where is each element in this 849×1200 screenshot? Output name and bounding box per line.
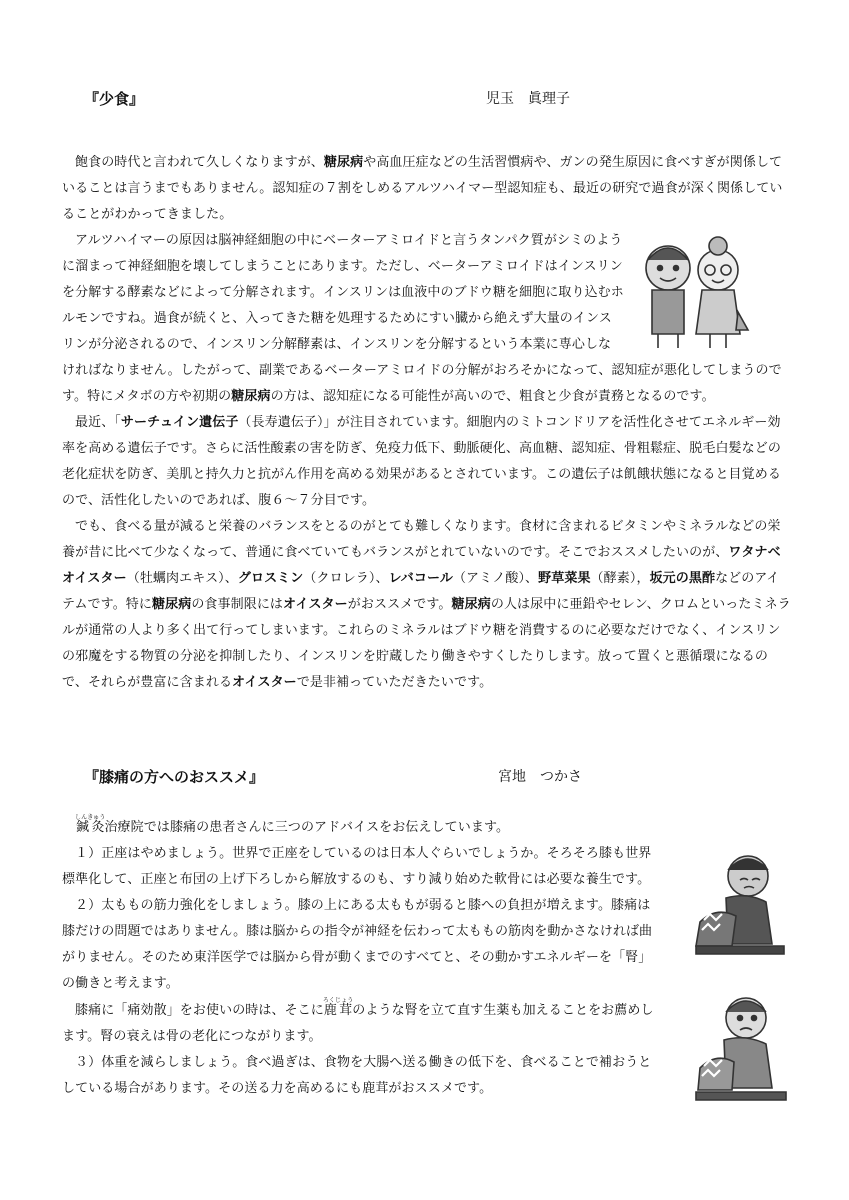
article-title: 『少食』 <box>84 90 145 108</box>
paragraph-1: 飽食の時代と言われて久しくなりますが、糖尿病や高血圧症などの生活習慣病や、ガンの発生原因に食べすぎが関係していることは言うまでもありません。認知症の７割をしめるアルツハイマー型認知症も、最近の研究で過食が深く関係していることがわかってきました。 <box>62 155 783 222</box>
article-header <box>62 88 792 118</box>
paragraph-2-wrap <box>62 228 792 410</box>
elderly-couple-illustration <box>634 232 754 354</box>
knee-pain-man-illustration <box>692 992 792 1108</box>
article-header <box>62 766 792 796</box>
paragraph-4: 膝痛に「痛効散」をお使いの時は、そこに鹿茸ろくじょうのような腎を立て直す生薬も加えることをお薦めします。腎の衰えは骨の老化につながります。 <box>62 997 654 1044</box>
paragraph-4: でも、食べる量が減ると栄養のバランスをとるのがとても難しくなります。食材に含まれるビタミンやミネラルなどの栄養が昔に比べて少なくなって、普通に食べていてもバランスがとれていないのです。そこでおススメしたいのが、ワタナベオイスター（牡蠣肉エキス）、グロスミン（クロレラ）、レバコール（アミノ酸）、野草菜果（酵素），坂元の黒酢などのアイテムです。特に糖尿病の食事制限にはオイスターがおススメです。糖尿病の人は尿中に亜鉛やセレン、クロムといったミネラルが通常の人より多く出て行ってしまいます。これらのミネラルはブドウ糖を消費するのに必要なだけでなく、インスリンの邪魔をする物質の分泌を抑制したり、インスリンを貯蔵したり働きやすくしたりします。放って置くと悪循環になるので、それらが豊富に含まれるオイスターで是非補っていただきたいです。 <box>62 519 791 690</box>
knee-pain-woman-illustration <box>690 852 790 960</box>
paragraph-3: 最近、「サーチュイン遺伝子（長寿遺伝子）」が注目されています。細胞内のミトコンドリアを活性化させてエネルギー効率を高める遺伝子です。さらに活性酸素の害を防ぎ、免疫力低下、動脈硬化、高血糖、認知症、骨粗鬆症、脱毛白髪などの老化症状を防ぎ、美肌と持久力と抗がん作用を高める効果があるとされています。この遺伝子は飢餓状態になると目覚めるので、活性化したいのであれば、腹６～７分目です。 <box>62 415 781 508</box>
paragraph-5: ３）体重を減らしましょう。食べ過ぎは、食物を大腸へ送る働きの低下を、食べることで補おうとしている場合があります。その送る力を高めるにも鹿茸がおススメです。 <box>62 1055 652 1096</box>
article-title: 『膝痛の方へのおススメ』 <box>84 768 265 786</box>
paragraph-2: アルツハイマーの原因は脳神経細胞の中にベーターアミロイドと言うタンパク質がシミのように溜まって神経細胞を壊してしまうことにあります。ただし、ベーターアミロイドはインスリンを分解する酵素などによって分解されます。インスリンは血液中のブドウ糖を細胞に取り込むホルモンですね。過食が続くと、入ってきた糖を処理するためにすい臓から絶えず大量のインスリンが分泌されるので、インスリン分解酵素は、インスリンを分解するという本業に専心しなければなりません。したがって、副業であるベーターアミロイドの分解がおろそかになって、認知症が悪化してしまうのです。特にメタボの方や初期の糖尿病の方は、認知症になる可能性が高いので、粗食と少食が責務となるのです。 <box>62 233 782 404</box>
paragraph-1: 鍼灸しんきゅう治療院では膝痛の患者さんに三つのアドバイスをお伝えしています。 <box>75 814 510 835</box>
paragraph-3: ２）太ももの筋力強化をしましょう。膝の上にある太ももが弱ると膝への負担が増えます。膝痛は膝だけの問題ではありません。膝は脳からの指令が神経を伝わって太ももの筋肉を動かさなければ曲がりません。そのため東洋医学では脳から骨が動くまでのすべてと、その動かすエネルギーを「腎」の働きと考えます。 <box>62 898 653 991</box>
article-2-body <box>62 814 660 1102</box>
article-knee-pain <box>62 766 792 1102</box>
paragraph-2: １）正座はやめましょう。世界で正座をしているのは日本人ぐらいでしょうか。そろそろ膝も世界標準化して、正座と布団の上げ下ろしから解放するのも、すり減り始めた軟骨には必要な養生です。 <box>62 846 652 887</box>
article-shoshoku <box>62 88 792 696</box>
article-author: 児玉 眞理子 <box>486 91 570 107</box>
article-author: 宮地 つかさ <box>498 769 582 785</box>
